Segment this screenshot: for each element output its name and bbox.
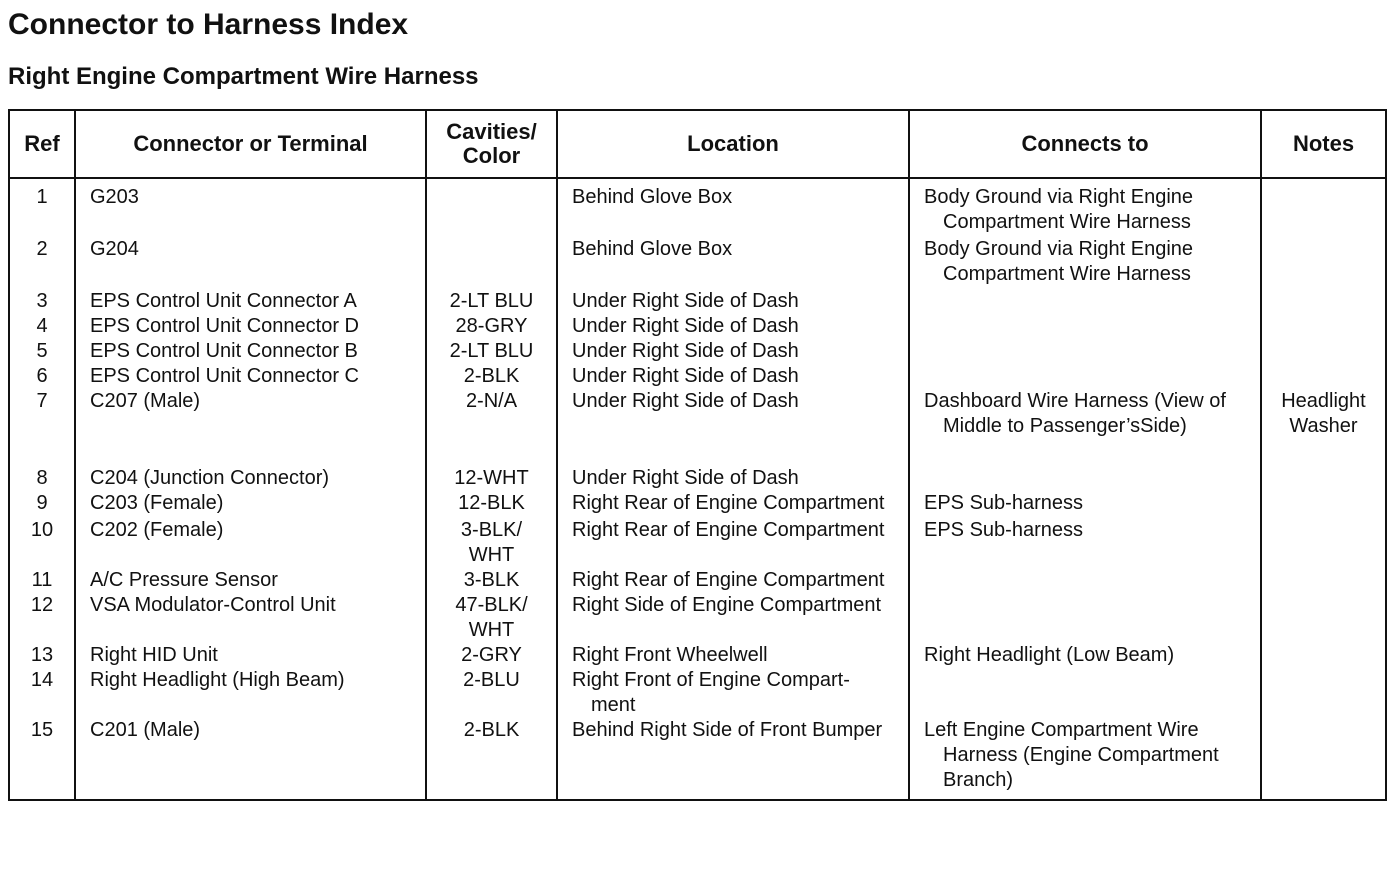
cell-location-line: Under Right Side of Dash	[572, 365, 799, 387]
cell-cavities	[426, 364, 557, 389]
cell-notes	[1261, 491, 1386, 516]
cell-connects-to-line: Body Ground via Right Engine	[924, 186, 1194, 208]
table-row	[9, 668, 1386, 718]
cell-ref-line: 6	[36, 365, 48, 387]
spacer-cell	[909, 439, 1261, 466]
cell-ref	[9, 491, 75, 516]
cell-connector	[75, 593, 426, 643]
cell-connector	[75, 339, 426, 364]
cell-cavities-line: 2-LT BLU	[449, 340, 534, 362]
cell-connector	[75, 568, 426, 593]
cell-connector	[75, 178, 426, 235]
row-spacer	[9, 439, 1386, 466]
cell-notes	[1261, 718, 1386, 793]
cell-notes	[1261, 568, 1386, 593]
cell-notes-line: Washer	[1289, 415, 1358, 437]
cell-notes	[1261, 593, 1386, 643]
table-row	[9, 568, 1386, 593]
table-row	[9, 491, 1386, 516]
cell-ref-line: 14	[30, 669, 54, 691]
cell-notes	[1261, 314, 1386, 339]
cell-ref-line: 1	[36, 186, 48, 208]
cell-location	[557, 518, 909, 568]
cell-connector-line: C203 (Female)	[90, 492, 224, 514]
spacer-cell	[557, 793, 909, 800]
cell-connector-line: A/C Pressure Sensor	[90, 569, 278, 591]
cell-cavities-line: 3-BLK/	[460, 519, 523, 541]
cell-cavities	[426, 389, 557, 439]
cell-ref	[9, 643, 75, 668]
page-title: Connector to Harness Index	[8, 8, 409, 41]
spacer-cell	[9, 793, 75, 800]
spacer-cell	[75, 793, 426, 800]
cell-notes	[1261, 339, 1386, 364]
cell-ref-line: 8	[36, 467, 48, 489]
cell-connects-to	[909, 389, 1261, 439]
cell-location	[557, 339, 909, 364]
cell-location-line: Under Right Side of Dash	[572, 315, 799, 337]
table-row	[9, 289, 1386, 314]
cell-connects-to	[909, 593, 1261, 643]
cell-notes-line: Headlight	[1281, 390, 1366, 412]
cell-connector	[75, 389, 426, 439]
spacer-cell	[9, 439, 75, 466]
table-row	[9, 389, 1386, 439]
cell-cavities	[426, 568, 557, 593]
cell-location-line: Right Front Wheelwell	[572, 644, 768, 666]
cell-connector-line: EPS Control Unit Connector C	[90, 365, 360, 387]
cell-connector	[75, 237, 426, 287]
cell-connects-to-line: Dashboard Wire Harness (View of	[924, 390, 1226, 412]
cell-location-line: Under Right Side of Dash	[572, 467, 799, 489]
page-subtitle: Right Engine Compartment Wire Harness	[8, 63, 479, 90]
cell-connects-to	[909, 339, 1261, 364]
cell-connector-line: C201 (Male)	[90, 719, 201, 741]
cell-connects-to-line: Body Ground via Right Engine	[924, 238, 1194, 260]
cell-notes	[1261, 364, 1386, 389]
cell-notes	[1261, 466, 1386, 491]
cell-ref-line: 12	[30, 594, 54, 616]
cell-cavities-line: 28-GRY	[455, 315, 528, 337]
table-row	[9, 237, 1386, 287]
table-row	[9, 718, 1386, 793]
cell-connector-line: C207 (Male)	[90, 390, 201, 412]
cell-cavities	[426, 718, 557, 793]
cell-cavities-line: WHT	[468, 619, 515, 641]
cell-connector	[75, 643, 426, 668]
cell-cavities	[426, 466, 557, 491]
cell-location-line: Under Right Side of Dash	[572, 290, 799, 312]
cell-notes	[1261, 668, 1386, 718]
header-connects-to: Connects to	[909, 110, 1261, 178]
cell-cavities	[426, 593, 557, 643]
cell-ref-line: 4	[36, 315, 48, 337]
cell-connects-to	[909, 289, 1261, 314]
cell-ref	[9, 178, 75, 235]
cell-connector-line: Right Headlight (High Beam)	[90, 669, 345, 691]
cell-cavities	[426, 237, 557, 287]
cell-ref	[9, 237, 75, 287]
cell-ref-line: 11	[31, 569, 53, 591]
cell-cavities	[426, 178, 557, 235]
cell-ref-line: 10	[30, 519, 54, 541]
cell-ref-line: 9	[36, 492, 48, 514]
cell-location	[557, 593, 909, 643]
cell-connects-to	[909, 568, 1261, 593]
cell-location	[557, 568, 909, 593]
cell-cavities-line: 12-BLK	[458, 492, 525, 514]
cell-location-line: Right Rear of Engine Compartment	[572, 519, 885, 541]
spacer-cell	[75, 439, 426, 466]
cell-location-line: Right Side of Engine Compartment	[572, 594, 882, 616]
cell-location-line: Right Rear of Engine Compartment	[572, 569, 885, 591]
header-ref: Ref	[9, 110, 75, 178]
cell-connects-to	[909, 178, 1261, 235]
cell-ref	[9, 364, 75, 389]
cell-ref	[9, 389, 75, 439]
table-body	[9, 178, 1386, 800]
cell-connects-to	[909, 518, 1261, 568]
cell-connects-to	[909, 718, 1261, 793]
cell-location	[557, 718, 909, 793]
cell-notes	[1261, 643, 1386, 668]
cell-connector	[75, 364, 426, 389]
cell-location-line: Behind Glove Box	[572, 186, 733, 208]
cell-location-line: Behind Right Side of Front Bumper	[572, 719, 883, 741]
cell-cavities-line: WHT	[468, 544, 515, 566]
spacer-cell	[426, 793, 557, 800]
cell-connector-line: VSA Modulator-Control Unit	[90, 594, 336, 616]
cell-ref-line: 13	[30, 644, 54, 666]
cell-location	[557, 389, 909, 439]
cell-cavities	[426, 314, 557, 339]
header-location: Location	[557, 110, 909, 178]
cell-connects-to	[909, 364, 1261, 389]
cell-cavities-line: 2-N/A	[465, 390, 518, 412]
cell-connects-to	[909, 314, 1261, 339]
cell-connects-to-line: Right Headlight (Low Beam)	[924, 644, 1175, 666]
cell-location-line: ment	[591, 694, 636, 716]
cell-cavities	[426, 289, 557, 314]
cell-cavities-line: 3-BLK	[463, 569, 520, 591]
cell-location-line: Right Rear of Engine Compartment	[572, 492, 885, 514]
cell-ref-line: 5	[36, 340, 48, 362]
cell-ref	[9, 339, 75, 364]
cell-ref-line: 7	[36, 390, 48, 412]
cell-notes	[1261, 237, 1386, 287]
cell-connector	[75, 491, 426, 516]
cell-location-line: Under Right Side of Dash	[572, 340, 799, 362]
cell-connects-to-line: Harness (Engine Compartment	[943, 744, 1219, 766]
cell-connects-to-line: EPS Sub-harness	[924, 519, 1083, 541]
cell-notes	[1261, 289, 1386, 314]
cell-ref	[9, 518, 75, 568]
cell-location	[557, 289, 909, 314]
cell-connector	[75, 289, 426, 314]
cell-connector	[75, 518, 426, 568]
cell-connector-line: Right HID Unit	[90, 644, 218, 666]
cell-location	[557, 643, 909, 668]
cell-connects-to-line: Middle to Passenger’sSide)	[943, 415, 1187, 437]
table-row	[9, 178, 1386, 235]
cell-location	[557, 237, 909, 287]
cell-location-line: Behind Glove Box	[572, 238, 733, 260]
cell-ref-line: 15	[30, 719, 54, 741]
cell-cavities	[426, 491, 557, 516]
spacer-cell	[909, 793, 1261, 800]
row-spacer	[9, 793, 1386, 800]
cell-connector-line: EPS Control Unit Connector B	[90, 340, 358, 362]
cell-connector-line: G204	[90, 238, 139, 260]
cell-connects-to-line: Branch)	[943, 769, 1014, 791]
cell-location	[557, 668, 909, 718]
cell-connector	[75, 668, 426, 718]
cell-connects-to-line: Compartment Wire Harness	[943, 211, 1191, 233]
header-connector: Connector or Terminal	[75, 110, 426, 178]
table-row	[9, 466, 1386, 491]
cell-cavities	[426, 643, 557, 668]
cell-connector-line: C202 (Female)	[90, 519, 224, 541]
cell-cavities	[426, 518, 557, 568]
cell-cavities	[426, 339, 557, 364]
cell-ref	[9, 466, 75, 491]
table-row	[9, 364, 1386, 389]
cell-location	[557, 364, 909, 389]
cell-location	[557, 491, 909, 516]
spacer-cell	[426, 439, 557, 466]
cell-ref-line: 3	[36, 290, 48, 312]
spacer-cell	[557, 439, 909, 466]
spacer-cell	[1261, 793, 1386, 800]
cell-notes	[1261, 389, 1386, 439]
cell-connector	[75, 718, 426, 793]
cell-connects-to-line: EPS Sub-harness	[924, 492, 1083, 514]
cell-location	[557, 178, 909, 235]
cell-notes	[1261, 518, 1386, 568]
cell-ref	[9, 593, 75, 643]
cell-ref	[9, 568, 75, 593]
cell-connects-to	[909, 491, 1261, 516]
cell-cavities-line: 2-LT BLU	[449, 290, 534, 312]
cell-cavities-line: 2-BLK	[463, 365, 520, 387]
header-cavities-line1: Cavities/	[446, 119, 537, 144]
cell-ref-line: 2	[36, 238, 48, 260]
table-row	[9, 593, 1386, 643]
spacer-cell	[1261, 439, 1386, 466]
cell-connects-to	[909, 643, 1261, 668]
cell-connects-to-line: Compartment Wire Harness	[943, 263, 1191, 285]
cell-cavities-line: 2-BLU	[463, 669, 520, 691]
cell-connects-to-line: Left Engine Compartment Wire	[924, 719, 1199, 741]
table-header-row	[9, 110, 1386, 178]
cell-ref	[9, 314, 75, 339]
cell-cavities-line: 12-WHT	[454, 467, 529, 489]
cell-location	[557, 314, 909, 339]
cell-connects-to	[909, 466, 1261, 491]
cell-connector-line: EPS Control Unit Connector A	[90, 290, 357, 312]
cell-connects-to	[909, 237, 1261, 287]
header-cavities	[426, 110, 557, 178]
cell-cavities	[426, 668, 557, 718]
cell-ref	[9, 718, 75, 793]
cell-location	[557, 466, 909, 491]
cell-cavities-line: 47-BLK/	[455, 594, 528, 616]
cell-notes	[1261, 178, 1386, 235]
header-notes: Notes	[1261, 110, 1386, 178]
cell-ref	[9, 668, 75, 718]
cell-connector	[75, 466, 426, 491]
cell-cavities-line: 2-GRY	[461, 644, 522, 666]
cell-location-line: Right Front of Engine Compart-	[572, 669, 850, 691]
table-row	[9, 339, 1386, 364]
table-row	[9, 643, 1386, 668]
cell-connector	[75, 314, 426, 339]
connector-index-table	[8, 109, 1387, 801]
cell-connector-line: C204 (Junction Connector)	[90, 467, 330, 489]
cell-location-line: Under Right Side of Dash	[572, 390, 799, 412]
cell-connects-to	[909, 668, 1261, 718]
table-row	[9, 314, 1386, 339]
cell-connector-line: EPS Control Unit Connector D	[90, 315, 360, 337]
table-row	[9, 518, 1386, 568]
cell-ref	[9, 289, 75, 314]
header-cavities-line2: Color	[462, 143, 521, 168]
cell-cavities-line: 2-BLK	[463, 719, 520, 741]
cell-connector-line: G203	[90, 186, 139, 208]
